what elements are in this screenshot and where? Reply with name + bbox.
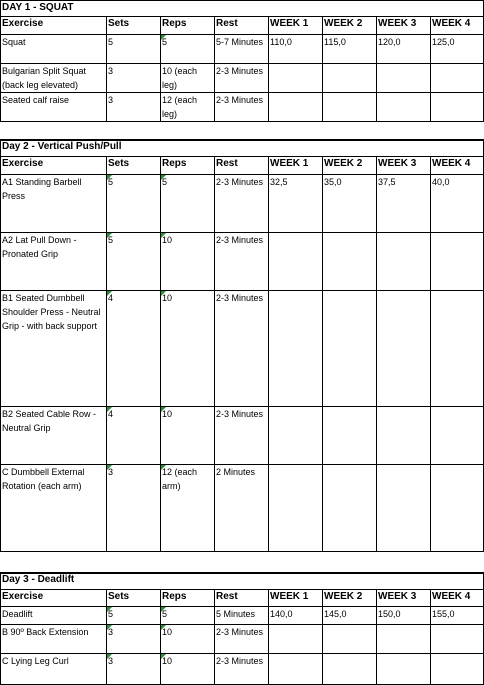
table-cell-exercise[interactable]: B 90º Back Extension — [2, 627, 89, 637]
grid-line — [160, 589, 161, 684]
comment-indicator-icon — [161, 465, 166, 470]
column-header-w1[interactable]: WEEK 1 — [270, 18, 309, 29]
table-cell-exercise[interactable]: Bulgarian Split Squat (back leg elevated) — [2, 66, 87, 90]
column-header-w4[interactable]: WEEK 4 — [432, 591, 471, 602]
table-cell-rest[interactable]: 2-3 Minutes — [216, 66, 264, 76]
column-header-w4[interactable]: WEEK 4 — [432, 158, 471, 169]
table-cell-sets[interactable]: 4 — [108, 409, 114, 419]
grid-line — [0, 0, 1, 16]
table-cell-exercise[interactable]: A2 Lat Pull Down - Pronated Grip — [2, 235, 77, 259]
grid-line — [0, 589, 1, 684]
comment-indicator-icon — [161, 35, 166, 40]
column-header-w1[interactable]: WEEK 1 — [270, 158, 309, 169]
table-cell-reps[interactable]: 10 — [162, 627, 173, 637]
table-cell-exercise[interactable]: B1 Seated Dumbbell Shoulder Press - Neutral Grip - with back support — [2, 293, 101, 331]
table-cell-reps[interactable]: 5 — [162, 609, 168, 619]
table-cell-sets[interactable]: 5 — [108, 37, 114, 47]
column-header-rest[interactable]: Rest — [216, 18, 238, 29]
table-cell-rest[interactable]: 2-3 Minutes — [216, 409, 264, 419]
table-cell-w3[interactable] — [376, 464, 430, 551]
table-cell-w4[interactable]: 155,0 — [432, 609, 455, 619]
grid-line — [268, 16, 269, 121]
table-cell-reps[interactable]: 5 — [162, 37, 168, 47]
column-header-exercise[interactable]: Exercise — [2, 18, 44, 29]
table-cell-w2[interactable] — [322, 406, 376, 464]
grid-line — [322, 16, 323, 121]
table-cell-reps[interactable]: 10 — [162, 235, 173, 245]
table-cell-w4[interactable] — [430, 92, 484, 121]
table-cell-w4[interactable] — [430, 624, 484, 653]
table-cell-w1[interactable]: 140,0 — [270, 609, 293, 619]
grid-line — [376, 156, 377, 551]
comment-indicator-icon — [107, 175, 112, 180]
table-cell-w2[interactable] — [322, 653, 376, 684]
table-cell-w2[interactable]: 145,0 — [324, 609, 347, 619]
grid-line — [160, 156, 161, 551]
column-header-w1[interactable]: WEEK 1 — [270, 591, 309, 602]
table-cell-exercise[interactable]: C Dumbbell External Rotation (each arm) — [2, 467, 85, 491]
table-cell-w1[interactable] — [268, 406, 322, 464]
table-cell-w1[interactable] — [268, 92, 322, 121]
table-cell-w3[interactable]: 150,0 — [378, 609, 401, 619]
table-cell-rest[interactable]: 2-3 Minutes — [216, 235, 264, 245]
grid-line — [0, 551, 484, 552]
table-cell-w4[interactable] — [430, 63, 484, 92]
comment-indicator-icon — [161, 607, 166, 612]
table-cell-w2[interactable] — [322, 232, 376, 290]
column-header-sets[interactable]: Sets — [108, 158, 130, 169]
grid-line — [0, 139, 1, 156]
table-cell-w2[interactable] — [322, 290, 376, 406]
table-cell-rest[interactable]: 2-3 Minutes — [216, 95, 264, 105]
table-cell-w4[interactable]: 125,0 — [432, 37, 455, 47]
table-cell-sets[interactable]: 5 — [108, 609, 114, 619]
table-cell-exercise[interactable]: B2 Seated Cable Row - Neutral Grip — [2, 409, 97, 433]
table-cell-w1[interactable] — [268, 232, 322, 290]
column-header-sets[interactable]: Sets — [108, 591, 130, 602]
table-cell-w2[interactable]: 115,0 — [324, 37, 346, 47]
table-cell-reps[interactable]: 12 (each arm) — [162, 467, 198, 491]
table-cell-sets[interactable]: 5 — [108, 235, 114, 245]
column-header-w3[interactable]: WEEK 3 — [378, 158, 417, 169]
table-cell-w4[interactable] — [430, 464, 484, 551]
grid-line — [322, 156, 323, 551]
table-cell-w3[interactable] — [376, 406, 430, 464]
table-cell-w2[interactable] — [322, 92, 376, 121]
comment-indicator-icon — [161, 625, 166, 630]
table-cell-sets[interactable]: 3 — [108, 95, 114, 105]
table-cell-reps[interactable]: 12 (each leg) — [162, 95, 198, 119]
grid-line — [376, 589, 377, 684]
table-cell-w1[interactable] — [268, 464, 322, 551]
grid-line — [0, 572, 484, 574]
table-cell-w3[interactable]: 120,0 — [378, 37, 401, 47]
table-cell-w1[interactable]: 32,5 — [270, 177, 288, 187]
table-cell-reps[interactable]: 10 (each leg) — [162, 66, 198, 90]
column-header-w2[interactable]: WEEK 2 — [324, 591, 363, 602]
table-cell-w3[interactable] — [376, 624, 430, 653]
grid-line — [214, 589, 215, 684]
table-cell-w4[interactable] — [430, 290, 484, 406]
comment-indicator-icon — [161, 654, 166, 659]
comment-indicator-icon — [161, 291, 166, 296]
table-cell-sets[interactable]: 3 — [108, 656, 114, 666]
grid-line — [214, 156, 215, 551]
table-cell-reps[interactable]: 10 — [162, 409, 173, 419]
table-cell-exercise[interactable]: Deadlift — [2, 609, 33, 619]
column-header-reps[interactable]: Reps — [162, 18, 187, 29]
grid-line — [268, 156, 269, 551]
grid-line — [430, 16, 431, 121]
column-header-w3[interactable]: WEEK 3 — [378, 591, 417, 602]
grid-line — [106, 16, 107, 121]
section-title[interactable]: Day 3 - Deadlift — [2, 574, 75, 585]
table-cell-w2[interactable] — [322, 63, 376, 92]
table-cell-w3[interactable]: 37,5 — [378, 177, 396, 187]
table-cell-rest[interactable]: 5 Minutes — [216, 609, 256, 619]
comment-indicator-icon — [161, 233, 166, 238]
table-cell-w4[interactable]: 40,0 — [432, 177, 450, 187]
table-cell-w3[interactable] — [376, 63, 430, 92]
table-cell-w1[interactable] — [268, 290, 322, 406]
table-cell-w1[interactable]: 110,0 — [270, 37, 292, 47]
column-header-rest[interactable]: Rest — [216, 158, 238, 169]
table-cell-sets[interactable]: 3 — [108, 467, 114, 477]
column-header-reps[interactable]: Reps — [162, 158, 187, 169]
table-cell-reps[interactable]: 10 — [162, 293, 173, 303]
table-cell-rest[interactable]: 2-3 Minutes — [216, 656, 264, 666]
table-cell-sets[interactable]: 3 — [108, 66, 114, 76]
table-cell-w3[interactable] — [376, 92, 430, 121]
table-cell-w3[interactable] — [376, 653, 430, 684]
column-header-w2[interactable]: WEEK 2 — [324, 18, 363, 29]
table-cell-rest[interactable]: 2-3 Minutes — [216, 293, 264, 303]
column-header-exercise[interactable]: Exercise — [2, 158, 44, 169]
table-cell-exercise[interactable]: Squat — [2, 37, 26, 47]
comment-indicator-icon — [107, 654, 112, 659]
table-cell-exercise[interactable]: A1 Standing Barbell Press — [2, 177, 82, 201]
table-cell-exercise[interactable]: C Lying Leg Curl — [2, 656, 69, 666]
grid-line — [0, 0, 484, 1]
grid-line — [106, 589, 107, 684]
table-cell-w3[interactable] — [376, 290, 430, 406]
comment-indicator-icon — [107, 291, 112, 296]
grid-line — [430, 156, 431, 551]
table-cell-rest[interactable]: 5-7 Minutes — [216, 37, 264, 47]
grid-line — [430, 589, 431, 684]
grid-line — [214, 16, 215, 121]
table-cell-rest[interactable]: 2 Minutes — [216, 467, 256, 477]
table-cell-sets[interactable]: 4 — [108, 293, 114, 303]
table-cell-w4[interactable] — [430, 232, 484, 290]
grid-line — [0, 139, 484, 141]
column-header-sets[interactable]: Sets — [108, 18, 130, 29]
comment-indicator-icon — [107, 465, 112, 470]
table-cell-sets[interactable]: 5 — [108, 177, 114, 187]
grid-line — [160, 16, 161, 121]
grid-line — [106, 156, 107, 551]
table-cell-exercise[interactable]: Seated calf raise — [2, 95, 70, 105]
comment-indicator-icon — [107, 407, 112, 412]
table-cell-w1[interactable] — [268, 624, 322, 653]
table-cell-w2[interactable] — [322, 464, 376, 551]
grid-line — [322, 589, 323, 684]
grid-line — [0, 156, 1, 551]
section-title[interactable]: Day 2 - Vertical Push/Pull — [2, 141, 122, 152]
table-cell-w4[interactable] — [430, 653, 484, 684]
table-cell-w2[interactable] — [322, 624, 376, 653]
table-cell-reps[interactable]: 10 — [162, 656, 173, 666]
table-cell-rest[interactable]: 2-3 Minutes — [216, 177, 264, 187]
column-header-reps[interactable]: Reps — [162, 591, 187, 602]
section-title[interactable]: DAY 1 - SQUAT — [2, 2, 74, 13]
comment-indicator-icon — [107, 625, 112, 630]
comment-indicator-icon — [161, 175, 166, 180]
table-cell-rest[interactable]: 2-3 Minutes — [216, 627, 264, 637]
grid-line — [376, 16, 377, 121]
column-header-w2[interactable]: WEEK 2 — [324, 158, 363, 169]
table-cell-w1[interactable] — [268, 653, 322, 684]
column-header-w3[interactable]: WEEK 3 — [378, 18, 417, 29]
column-header-rest[interactable]: Rest — [216, 591, 238, 602]
column-header-exercise[interactable]: Exercise — [2, 591, 44, 602]
table-cell-w2[interactable]: 35,0 — [324, 177, 342, 187]
comment-indicator-icon — [107, 233, 112, 238]
comment-indicator-icon — [107, 607, 112, 612]
table-cell-reps[interactable]: 5 — [162, 177, 168, 187]
column-header-w4[interactable]: WEEK 4 — [432, 18, 471, 29]
table-cell-w3[interactable] — [376, 232, 430, 290]
grid-line — [0, 16, 1, 121]
table-cell-w1[interactable] — [268, 63, 322, 92]
comment-indicator-icon — [161, 407, 166, 412]
table-cell-w4[interactable] — [430, 406, 484, 464]
grid-line — [0, 572, 1, 589]
table-cell-sets[interactable]: 3 — [108, 627, 114, 637]
grid-line — [268, 589, 269, 684]
grid-line — [0, 121, 484, 122]
